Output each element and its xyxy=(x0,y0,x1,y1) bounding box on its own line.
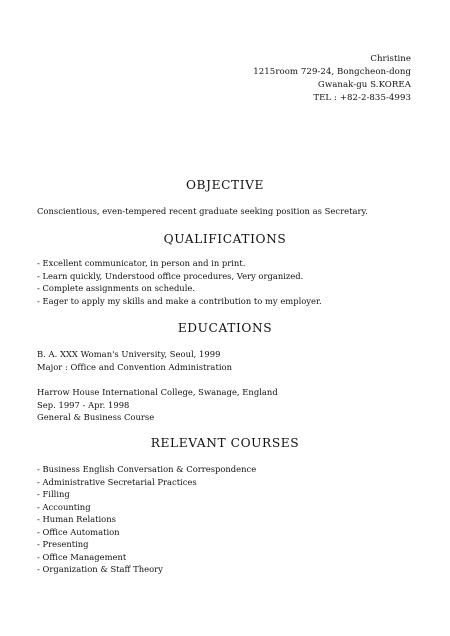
education-entry-1-line-1: B. A. XXX Woman's University, Seoul, 1999 xyxy=(37,349,221,359)
educations-heading: EDUCATIONS xyxy=(177,321,273,335)
course-item: - Business English Conversation & Correspondence xyxy=(37,464,257,474)
objective-text: Conscientious, even-tempered recent graduate seeking position as Secretary. xyxy=(37,206,368,216)
contact-name: Christine xyxy=(370,54,411,64)
course-item: - Accounting xyxy=(37,501,91,512)
course-item: - Office Automation xyxy=(37,526,120,537)
courses-list xyxy=(37,463,256,576)
course-item: - Filling xyxy=(37,489,70,499)
course-item: - Office Management xyxy=(37,551,127,562)
qualifications-list xyxy=(37,257,322,307)
qualification-item: - Excellent communicator, in person and in print. xyxy=(37,258,246,268)
education-entry-2-line-3: General & Business Course xyxy=(37,412,155,422)
education-entry-1-line-2: Major : Office and Convention Administration xyxy=(37,361,233,372)
contact-block xyxy=(253,53,411,105)
education-entry-2-line-1: Harrow House International College, Swanage, England xyxy=(37,387,278,397)
qualification-item: - Eager to apply my skills and make a contribution to my employer. xyxy=(37,295,322,306)
contact-address-line2: Gwanak-gu S.KOREA xyxy=(317,80,411,90)
courses-heading: RELEVANT COURSES xyxy=(150,436,300,450)
course-item: - Organization & Staff Theory xyxy=(37,564,163,574)
course-item: - Administrative Secretarial Practices xyxy=(37,476,197,487)
education-entry-2-line-2: Sep. 1997 - Apr. 1998 xyxy=(37,399,130,410)
contact-phone: TEL : +82-2-835-4993 xyxy=(313,93,411,103)
contact-address-line1: 1215room 729-24, Bongcheon-dong xyxy=(253,67,411,77)
qualification-item: - Complete assignments on schedule. xyxy=(37,283,195,293)
qualification-item: - Learn quickly, Understood office procedures, Very organized. xyxy=(37,270,304,281)
qualifications-heading: QUALIFICATIONS xyxy=(163,232,287,246)
objective-heading: OBJECTIVE xyxy=(185,178,265,192)
course-item: - Presenting xyxy=(37,539,89,549)
course-item: - Human Relations xyxy=(37,514,116,524)
